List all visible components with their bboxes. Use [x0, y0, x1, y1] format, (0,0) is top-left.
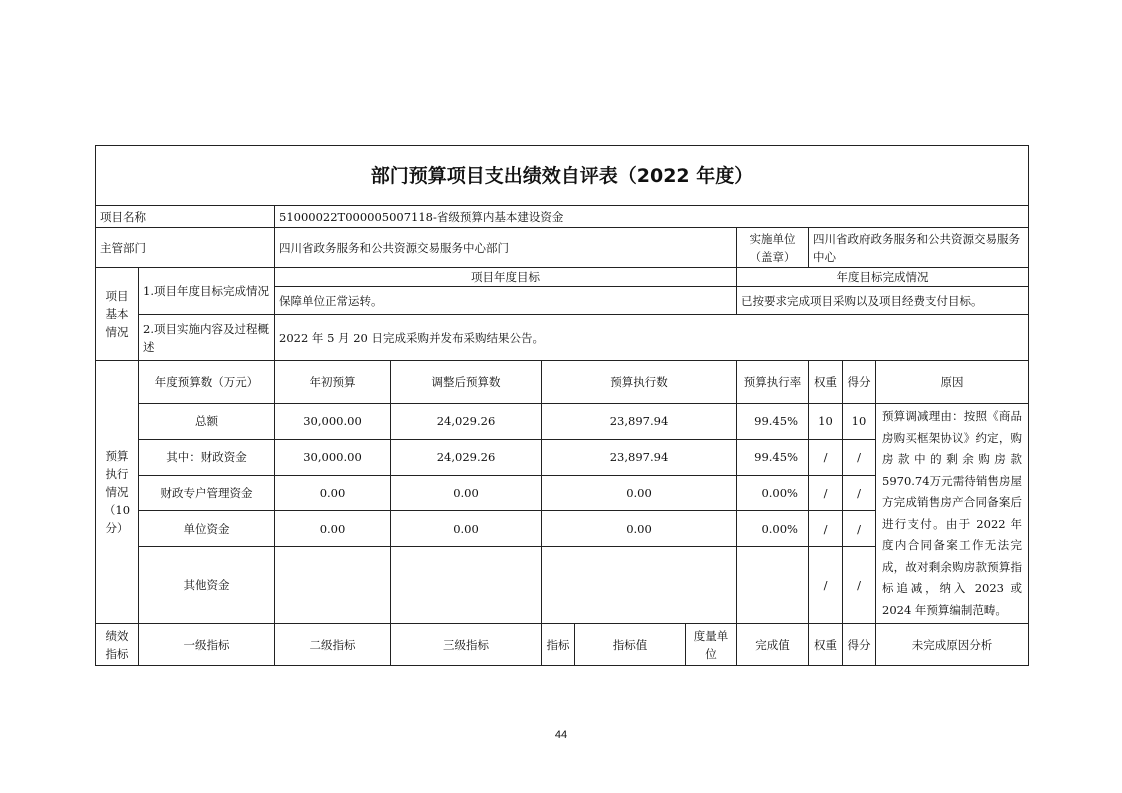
row-adjusted: 0.00: [391, 475, 542, 511]
dept-value: 四川省政务服务和公共资源交易服务中心部门: [275, 228, 737, 268]
process-label: 2.项目实施内容及过程概述: [139, 315, 275, 361]
basic-info-label: 项目基本情况: [96, 268, 139, 361]
header-reason: 原因: [876, 361, 1029, 404]
row-initial: 30,000.00: [275, 439, 391, 475]
row-weight: /: [809, 547, 843, 624]
impl-unit-value: 四川省政府政务服务和公共资源交易服务中心: [809, 228, 1029, 268]
indicator-score: 得分: [843, 624, 876, 666]
row-initial: 0.00: [275, 511, 391, 547]
indicator-level2: 二级指标: [275, 624, 391, 666]
header-adjusted: 调整后预算数: [391, 361, 542, 404]
indicators-label: 绩效指标: [96, 624, 139, 666]
indicator-level3: 三级指标: [391, 624, 542, 666]
row-score: /: [843, 511, 876, 547]
row-name: 财政专户管理资金: [139, 475, 275, 511]
indicator-value: 指标值: [575, 624, 686, 666]
row-adjusted: 24,029.26: [391, 404, 542, 440]
indicator-weight: 权重: [809, 624, 843, 666]
row-name: 其他资金: [139, 547, 275, 624]
dept-label: 主管部门: [96, 228, 275, 268]
goal-label: 1.项目年度目标完成情况: [139, 268, 275, 315]
row-adjusted: 0.00: [391, 511, 542, 547]
budget-reason: 预算调减理由：按照《商品房购买框架协议》约定，购房款中的剩余购房款5970.74万元需待销售房屋方完成销售房产合同备案后进行支付。由于 2022 年度内合同备案工作无法完成，故对剩余购房款预算指标追减，纳入 2023 或 2024 年预算编制范畴。: [876, 404, 1029, 624]
page-number: 44: [554, 729, 568, 741]
header-annual: 年度预算数（万元）: [139, 361, 275, 404]
row-weight: /: [809, 439, 843, 475]
row-score: /: [843, 547, 876, 624]
header-executed: 预算执行数: [542, 361, 737, 404]
row-weight: /: [809, 511, 843, 547]
row-executed: 23,897.94: [542, 439, 737, 475]
indicator-unit: 度量单位: [686, 624, 737, 666]
table-title: 部门预算项目支出绩效自评表（2022 年度）: [96, 146, 1029, 206]
row-executed: 0.00: [542, 511, 737, 547]
goal-value: 保障单位正常运转。: [275, 287, 737, 315]
indicator-reason: 未完成原因分析: [876, 624, 1029, 666]
indicator-level1: 一级指标: [139, 624, 275, 666]
budget-label: 预算执行情况（10 分）: [96, 361, 139, 624]
row-name: 单位资金: [139, 511, 275, 547]
row-rate: 0.00%: [737, 475, 809, 511]
indicator-completed: 完成值: [737, 624, 809, 666]
row-rate: 0.00%: [737, 511, 809, 547]
row-rate: 99.45%: [737, 439, 809, 475]
row-initial: 30,000.00: [275, 404, 391, 440]
header-score: 得分: [843, 361, 876, 404]
header-weight: 权重: [809, 361, 843, 404]
row-executed: 0.00: [542, 475, 737, 511]
row-name: 其中：财政资金: [139, 439, 275, 475]
row-name: 总额: [139, 404, 275, 440]
completion-value: 已按要求完成项目采购以及项目经费支付目标。: [737, 287, 1029, 315]
row-initial: [275, 547, 391, 624]
row-rate: 99.45%: [737, 404, 809, 440]
indicator-indicator: 指标: [542, 624, 575, 666]
row-weight: /: [809, 475, 843, 511]
project-name-label: 项目名称: [96, 206, 275, 228]
row-executed: [542, 547, 737, 624]
impl-unit-label: 实施单位（盖章）: [737, 228, 809, 268]
completion-header: 年度目标完成情况: [737, 268, 1029, 287]
row-score: 10: [843, 404, 876, 440]
row-weight: 10: [809, 404, 843, 440]
self-evaluation-table: [95, 145, 1029, 666]
row-score: /: [843, 475, 876, 511]
row-adjusted: 24,029.26: [391, 439, 542, 475]
row-initial: 0.00: [275, 475, 391, 511]
table-row: [96, 404, 1029, 440]
row-executed: 23,897.94: [542, 404, 737, 440]
row-rate: [737, 547, 809, 624]
row-score: /: [843, 439, 876, 475]
row-adjusted: [391, 547, 542, 624]
header-initial: 年初预算: [275, 361, 391, 404]
header-rate: 预算执行率: [737, 361, 809, 404]
process-value: 2022 年 5 月 20 日完成采购并发布采购结果公告。: [275, 315, 1029, 361]
project-name-value: 51000022T000005007118-省级预算内基本建设资金: [275, 206, 1029, 228]
goal-header: 项目年度目标: [275, 268, 737, 287]
